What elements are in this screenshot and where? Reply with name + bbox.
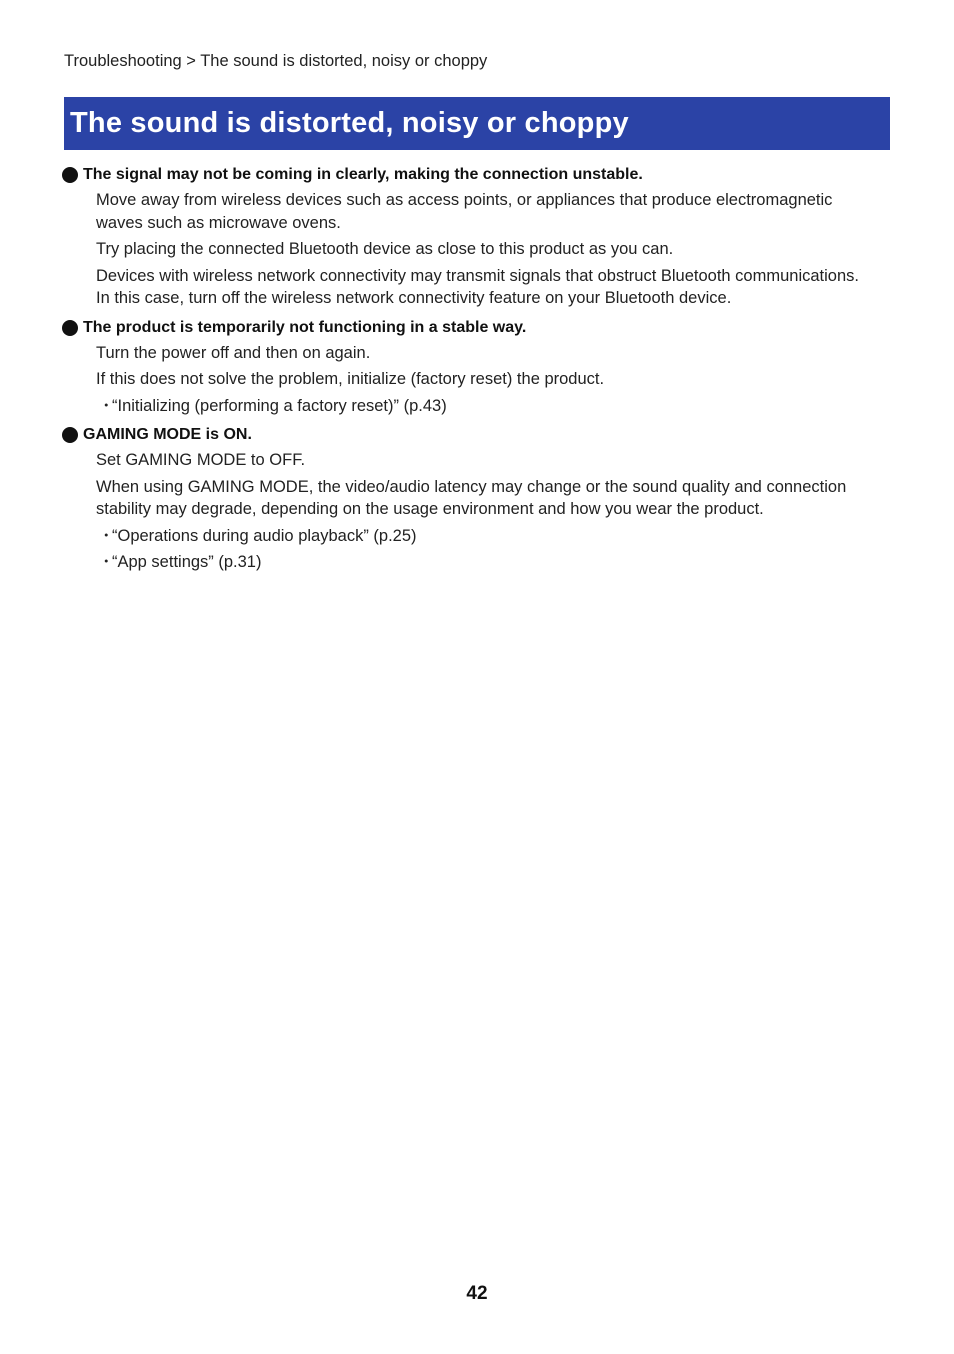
paragraph: When using GAMING MODE, the video/audio latency may change or the sound quality and connection stability may degrade, depending on the usage environment and how you wear the product. [96, 477, 847, 518]
paragraph: Turn the power off and then on again. [96, 343, 371, 362]
reference-link-app-settings[interactable] [98, 551, 872, 574]
section-heading-text: The product is temporarily not functioning in a stable way. [83, 318, 527, 336]
section-heading [62, 164, 872, 186]
section-unstable-connection [62, 164, 872, 310]
paragraph: Move away from wireless devices such as access points, or appliances that produce electromagnetic waves such as microwave ovens. [96, 191, 833, 232]
paragraph: Set GAMING MODE to OFF. [96, 451, 306, 469]
paragraph: Devices with wireless network connectivity may transmit signals that obstruct Bluetooth communications. In this case, turn off the wireless network connectivity feature on your Bluetooth device. [96, 266, 859, 307]
paragraph: Try placing the connected Bluetooth device as close to this product as you can. [96, 240, 674, 258]
reference-link-text[interactable]: “Operations during audio playback” (p.25) [112, 526, 417, 545]
section-heading-text: The signal may not be coming in clearly, making the connection unstable. [83, 166, 643, 183]
section-gaming-mode [62, 424, 872, 574]
bullet-dot-icon: ・ [98, 396, 115, 415]
paragraph: If this does not solve the problem, initialize (factory reset) the product. [96, 370, 605, 388]
title-banner [64, 97, 890, 150]
breadcrumb: Troubleshooting > The sound is distorted, noisy or choppy [64, 52, 488, 70]
filled-circle-bullet-icon [62, 320, 78, 336]
section-heading-text: GAMING MODE is ON. [83, 426, 252, 443]
reference-link-text[interactable]: “App settings” (p.31) [112, 553, 262, 571]
page-title: The sound is distorted, noisy or choppy [70, 107, 629, 139]
bullet-dot-icon: ・ [98, 553, 115, 571]
reference-link-text[interactable]: “Initializing (performing a factory reset)” (p.43) [112, 396, 447, 415]
page-number: 42 [466, 1283, 488, 1304]
section-unstable-product [62, 317, 872, 418]
section-heading [62, 424, 872, 446]
content-area [62, 164, 872, 581]
bullet-dot-icon: ・ [98, 526, 115, 545]
filled-circle-bullet-icon [62, 167, 78, 183]
reference-link-factory-reset[interactable] [98, 395, 872, 418]
reference-link-audio-playback[interactable] [98, 525, 872, 548]
section-heading [62, 317, 872, 339]
filled-circle-bullet-icon [62, 427, 78, 443]
